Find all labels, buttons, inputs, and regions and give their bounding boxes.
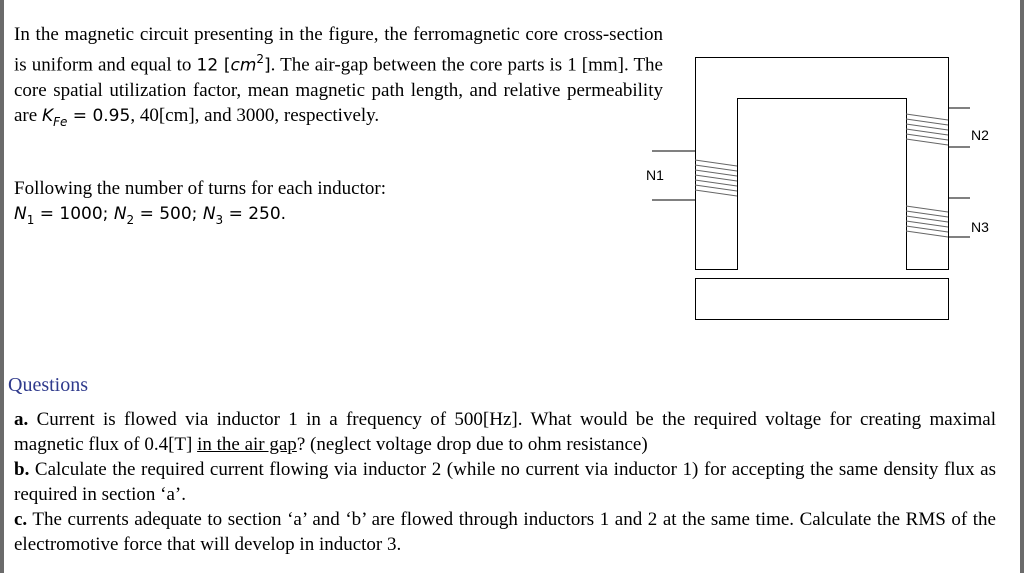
questions-heading: Questions [8, 374, 88, 396]
n1-subscript: 1 [26, 212, 35, 227]
winding-n1 [695, 160, 737, 196]
n1-value: = 1000; [34, 204, 114, 224]
n1-symbol: N [14, 204, 27, 224]
kfe-value: = 0.95 [67, 106, 131, 127]
n3-value: = 250. [223, 204, 287, 224]
kfe-subscript: Fe [53, 115, 68, 130]
label-n2: N2 [971, 127, 989, 143]
question-c [14, 507, 996, 557]
question-a-underline: in the air gap [197, 434, 297, 455]
winding-n3 [906, 206, 948, 237]
question-a-text1: Current is flowed via inductor 1 in a frequency of 500[Hz]. What would be the required voltage for creating maximal magnetic flux of 0.4[T] [14, 409, 996, 455]
n2-value: = 500; [134, 204, 203, 224]
kfe-symbol: K [41, 106, 54, 127]
problem-text-part1: In the magnetic circuit presenting in the figure, the ferromagnetic core cross-section is uniform and equal to [14, 24, 663, 76]
question-c-text: The currents adequate to section ‘a’ and ‘b’ are flowed through inductors 1 and 2 at the same time. Calculate the RMS of the electromotive force that will develop in inductor 3. [14, 509, 996, 555]
label-n3: N3 [971, 219, 989, 235]
area-value: 12 [ [196, 55, 231, 76]
winding-n2 [906, 114, 948, 145]
problem-text-part2: . The air-gap between the core parts is 1 [mm]. The core spatial utilization factor, mean magnetic path length, and relative permeability are [14, 54, 663, 127]
questions-list [14, 407, 996, 557]
question-a [14, 407, 996, 457]
i-core-bar [696, 279, 949, 320]
question-b-letter: b. [14, 459, 30, 480]
problem-text-part3: , 40[cm], and 3000, respectively. [130, 105, 380, 127]
question-c-letter: c. [14, 509, 28, 530]
label-n1: N1 [646, 167, 664, 183]
turns-intro: Following the number of turns for each inductor: [14, 178, 387, 199]
question-b [14, 457, 996, 507]
question-b-text: Calculate the required current flowing via inductor 2 (while no current via inductor 1) for accepting the same density flux as required in section ‘a’. [14, 459, 996, 505]
question-a-text2: ? (neglect voltage drop due to ohm resistance) [296, 434, 648, 455]
n2-symbol: N [113, 204, 127, 224]
area-unit: cm [230, 55, 257, 76]
area-exponent: 2 [256, 52, 265, 66]
n3-subscript: 3 [215, 212, 224, 227]
question-a-letter: a. [14, 409, 29, 430]
n3-symbol: N [202, 204, 216, 224]
area-close: ] [264, 55, 271, 76]
u-core [696, 58, 949, 270]
n2-subscript: 2 [126, 212, 135, 227]
